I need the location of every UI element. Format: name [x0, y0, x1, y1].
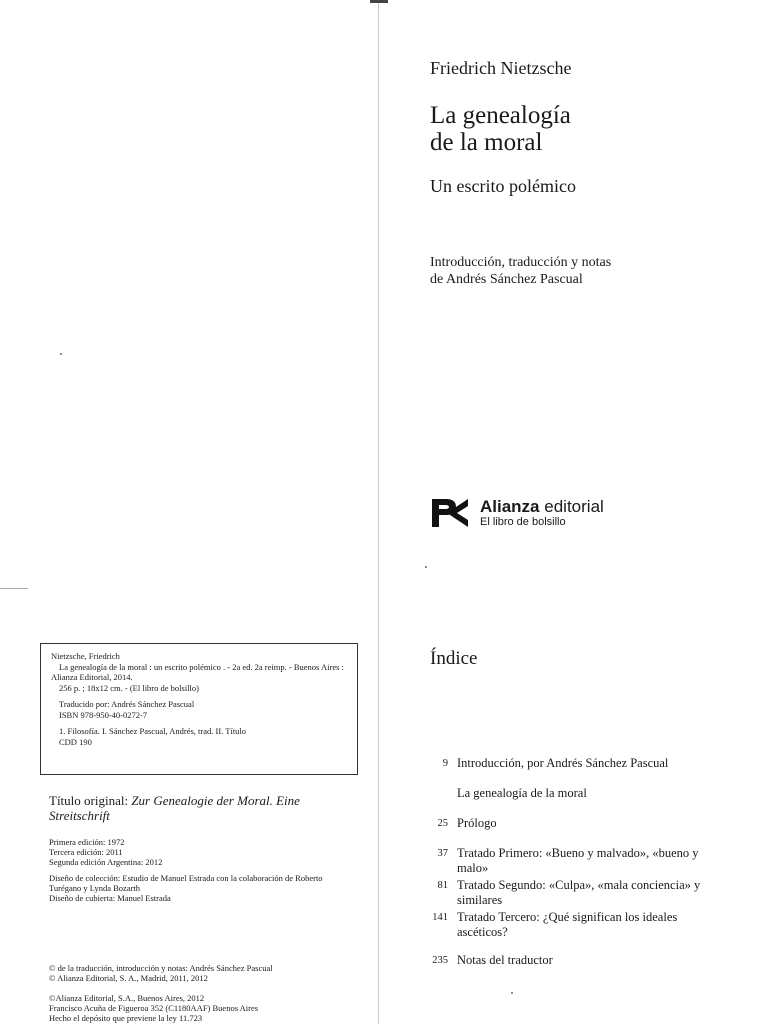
scan-speck [60, 353, 62, 355]
design-credits [49, 873, 349, 903]
imprint-line: ©Alianza Editorial, S.A., Buenos Aires, 2012 [49, 993, 205, 1003]
toc-entry [422, 953, 722, 968]
original-title-label: Título original: [49, 793, 129, 808]
toc-page-number: 81 [437, 880, 448, 891]
translator-credits [430, 254, 730, 288]
copyright-notice [49, 963, 273, 983]
imprint-line: Hecho el depósito que previene la ley 11.723 [49, 1013, 203, 1023]
design-line: Turégano y Lynda Bozarth [49, 883, 141, 893]
publisher-name-bold: Alianza [480, 497, 540, 516]
toc-page-number: 25 [437, 818, 448, 829]
scan-speck [425, 566, 427, 568]
author-name: Friedrich Nietzsche [430, 58, 572, 78]
toc-entry-text: La genealogía de la moral [457, 786, 587, 800]
publisher-tagline: El libro de bolsillo [480, 516, 566, 528]
catalog-line: La genealogía de la moral : un escrito polémico . - 2a ed. 2a reimp. - Buenos Aires : [59, 661, 344, 672]
book-subtitle: Un escrito polémico [430, 176, 576, 196]
edition-line: Primera edición: 1972 [49, 837, 125, 847]
catalog-line: Alianza Editorial, 2014. [51, 672, 133, 682]
toc-entry [422, 786, 722, 801]
original-title-text: Zur Genealogie der Moral. Eine Streitschrift [49, 793, 300, 823]
toc-entry [422, 846, 722, 876]
edition-line: Segunda edición Argentina: 2012 [49, 857, 163, 867]
design-line: Diseño de cubierta: Manuel Estrada [49, 893, 171, 903]
index-heading: Índice [430, 648, 478, 669]
catalog-line: 256 p. ; 18x12 cm. - (El libro de bolsillo) [59, 682, 199, 693]
toc-entry [422, 878, 722, 908]
alianza-logo-icon [430, 497, 470, 529]
toc-page-number [422, 786, 448, 801]
toc-entry [422, 816, 722, 831]
toc-entry-text: Tratado Segundo: «Culpa», «mala conciencia» y similares [457, 878, 701, 907]
toc-entry-text: Tratado Primero: «Bueno y malvado», «bueno y malo» [457, 846, 699, 875]
edition-history [49, 837, 162, 867]
toc-entry [422, 756, 722, 771]
catalog-line: Traducido por: Andrés Sánchez Pascual [59, 699, 195, 709]
spine-fold-line [378, 0, 379, 1024]
scan-speck [511, 992, 513, 994]
toc-page-number: 37 [437, 848, 448, 859]
book-title-line2: de la moral [430, 129, 543, 156]
toc-entry-text: Notas del traductor [457, 953, 553, 967]
credits-line2: de Andrés Sánchez Pascual [430, 272, 583, 287]
catalog-line: ISBN 978-950-40-0272-7 [59, 709, 148, 720]
toc-entry-text: Tratado Tercero: ¿Qué significan los ideales ascéticos? [457, 910, 678, 939]
imprint-line: Francisco Acuña de Figueroa 352 (C1180AAF) Buenos Aires [49, 1003, 259, 1013]
top-crop-mark [370, 0, 388, 3]
design-line: Diseño de colección: Estudio de Manuel Estrada con la colaboración de Roberto [49, 873, 323, 883]
copyright-line: © Alianza Editorial, S. A., Madrid, 2011, 2012 [49, 973, 208, 983]
table-of-contents [422, 756, 722, 968]
book-title [430, 102, 730, 156]
publisher-text [480, 497, 604, 529]
publisher-name-rest: editorial [544, 497, 604, 516]
original-title [49, 793, 349, 823]
credits-line1: Introducción, traducción y notas [430, 255, 612, 270]
toc-page-number: 9 [442, 758, 448, 769]
toc-page-number: 235 [432, 955, 448, 966]
page-edge-mark [0, 588, 28, 589]
catalog-record-box [40, 643, 358, 775]
catalog-line: CDD 190 [59, 736, 92, 747]
catalog-line: Nietzsche, Friedrich [51, 651, 120, 661]
toc-entry [422, 910, 722, 940]
edition-line: Tercera edición: 2011 [49, 847, 123, 857]
catalog-line: 1. Filosofía. I. Sánchez Pascual, Andrés, trad. II. Título [59, 726, 247, 736]
publisher-name [480, 497, 604, 516]
toc-entry-text: Prólogo [457, 816, 497, 830]
toc-page-number: 141 [432, 912, 448, 923]
toc-entry-text: Introducción, por Andrés Sánchez Pascual [457, 756, 669, 770]
publisher-block [430, 497, 604, 529]
imprint-notice [49, 993, 359, 1023]
copyright-line: © de la traducción, introducción y notas: Andrés Sánchez Pascual [49, 963, 273, 973]
book-title-line1: La genealogía [430, 102, 571, 129]
